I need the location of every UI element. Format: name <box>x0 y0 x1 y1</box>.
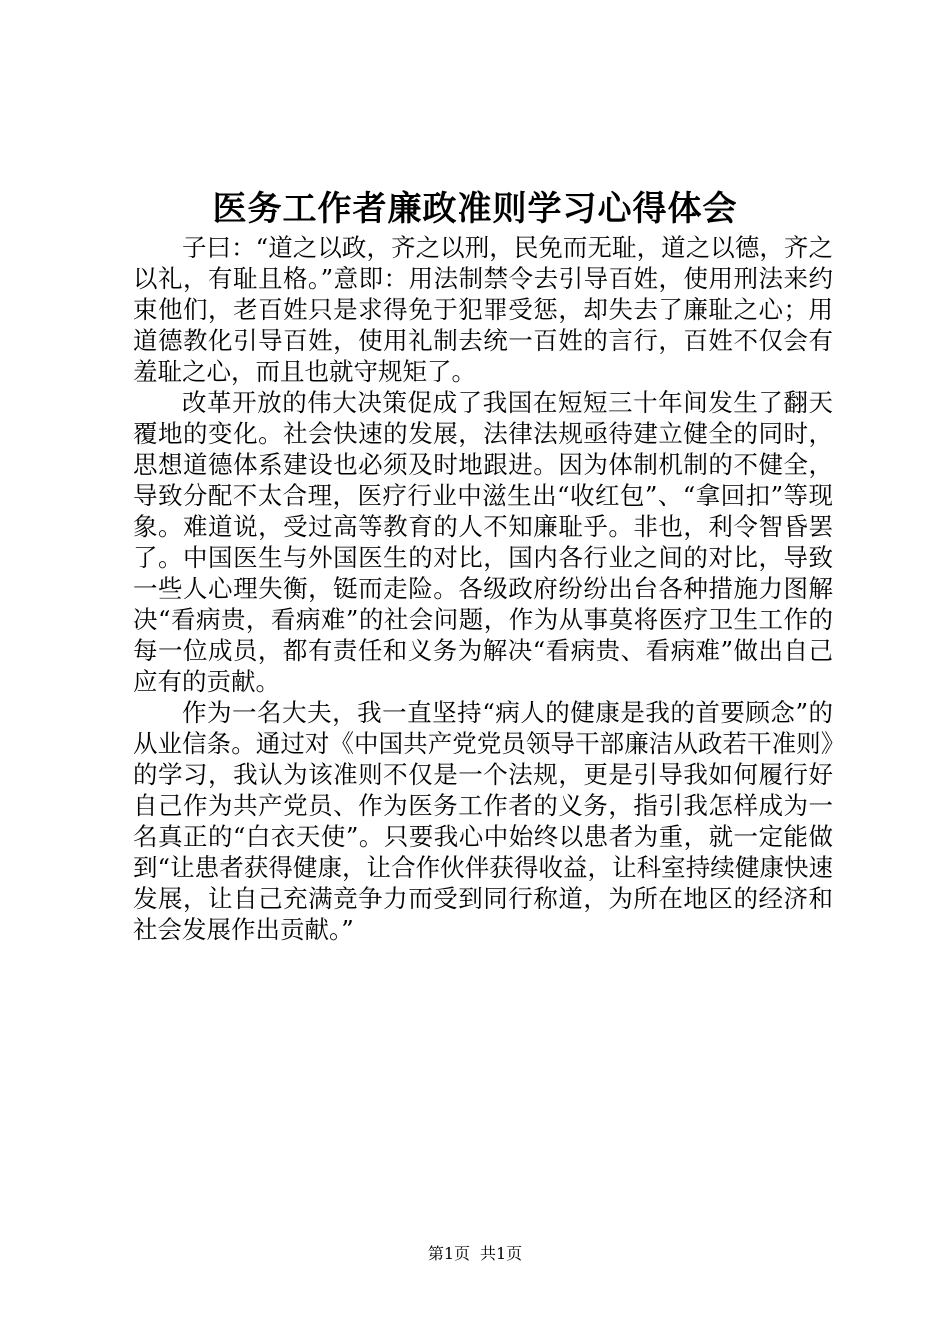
document-title: 医务工作者廉政准则学习心得体会 <box>212 189 738 229</box>
paragraph-3: 作为一名大夫，我一直坚持“病人的健康是我的首要顾念”的从业信条。通过对《中国共产党党员领导干部廉洁从政若干准则》的学习，我认为该准则不仅是一个法规，更是引导我如何履行好自己作为共产党员、作为医务工作者的义务，指引我怎样成为一名真正的“白衣天使”。只要我心中始终以患者为重，就一定能做到“让患者获得健康，让合作伙伴获得收益，让科室持续健康快速发展，让自己充满竞争力而受到同行称道，为所在地区的经济和社会发展作出贡献。” <box>133 698 833 944</box>
page-number: 第1页 <box>427 1244 470 1263</box>
page-footer <box>0 1243 950 1265</box>
document-body <box>133 232 833 945</box>
page-total: 共1页 <box>480 1244 523 1263</box>
paragraph-2: 改革开放的伟大决策促成了我国在短短三十年间发生了翻天覆地的变化。社会快速的发展，法律法规亟待建立健全的同时，思想道德体系建设也必须及时地跟进。因为体制机制的不健全，导致分配不太合理，医疗行业中滋生出“收红包”、“拿回扣”等现象。难道说，受过高等教育的人不知廉耻乎。非也，利令智昏罢了。中国医生与外国医生的对比，国内各行业之间的对比，导致一些人心理失衡，铤而走险。各级政府纷纷出台各种措施力图解决“看病贵，看病难”的社会问题，作为从事莫将医疗卫生工作的每一位成员，都有责任和义务为解决“看病贵、看病难”做出自己应有的贡献。 <box>133 388 833 696</box>
paragraph-1: 子曰：“道之以政，齐之以刑，民免而无耻，道之以德，齐之以礼，有耻且格。”意即：用法制禁令去引导百姓，使用刑法来约束他们，老百姓只是求得免于犯罪受惩，却失去了廉耻之心；用道德教化引导百姓，使用礼制去统一百姓的言行，百姓不仅会有羞耻之心，而且也就守规矩了。 <box>133 233 833 386</box>
